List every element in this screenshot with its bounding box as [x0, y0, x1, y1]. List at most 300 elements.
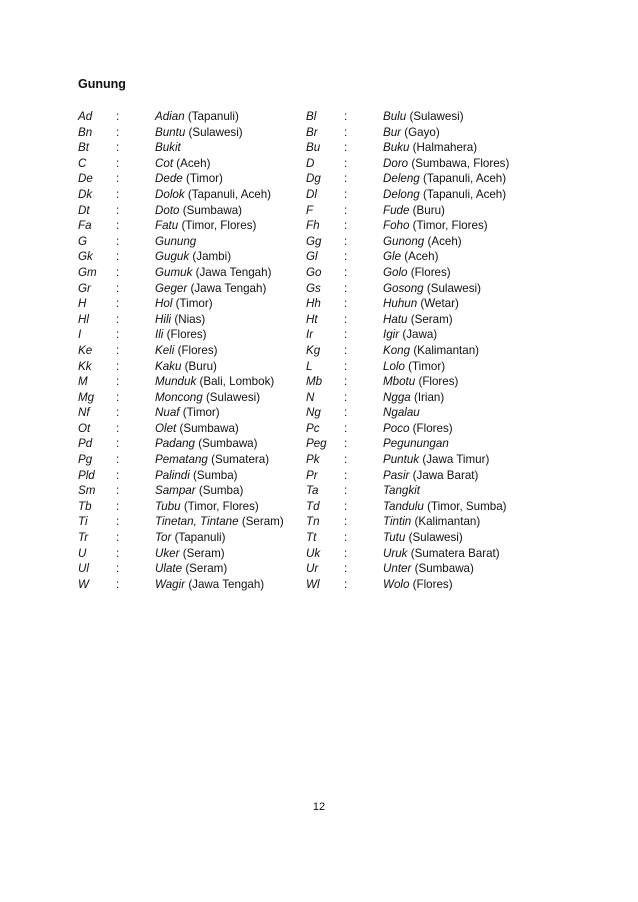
region: (Tapanuli, Aceh)	[422, 172, 507, 186]
separator: :	[116, 468, 120, 482]
definition	[155, 405, 220, 421]
region: (Seram)	[241, 515, 284, 529]
abbreviation: Gm	[78, 265, 97, 279]
separator: :	[344, 468, 348, 482]
glossary-row	[78, 421, 318, 437]
glossary-row	[306, 327, 546, 343]
definition	[383, 218, 488, 234]
abbreviation: Peg	[306, 437, 327, 451]
abbreviation: Ur	[306, 562, 319, 576]
region: (Irian)	[413, 390, 445, 404]
abbreviation: Dg	[306, 172, 321, 186]
region: (Aceh)	[427, 234, 462, 248]
separator: :	[344, 187, 348, 201]
glossary-row	[306, 390, 546, 406]
abbreviation: Pld	[78, 468, 95, 482]
glossary-row	[78, 265, 318, 281]
definition	[383, 187, 506, 203]
separator: :	[116, 312, 120, 326]
term: Mbotu	[383, 375, 416, 389]
separator: :	[116, 484, 120, 498]
separator: :	[344, 297, 348, 311]
term: Hili	[155, 312, 172, 326]
term: Lolo	[383, 359, 405, 373]
region: (Jawa Tengah)	[195, 265, 272, 279]
term: Palindi	[155, 468, 190, 482]
term: Buku	[383, 141, 410, 155]
glossary-row	[306, 452, 546, 468]
abbreviation: Mb	[306, 375, 323, 389]
definition	[383, 327, 437, 343]
separator: :	[116, 141, 120, 155]
separator: :	[344, 453, 348, 467]
glossary-row	[78, 359, 318, 375]
abbreviation: De	[78, 172, 93, 186]
region: (Buru)	[184, 359, 217, 373]
definition	[155, 499, 259, 515]
definition	[155, 436, 258, 452]
separator: :	[116, 156, 120, 170]
glossary-row	[78, 109, 318, 125]
glossary-row	[306, 343, 546, 359]
abbreviation: Tt	[306, 531, 317, 545]
definition	[383, 140, 477, 156]
abbreviation: Tr	[78, 531, 89, 545]
abbreviation: Ng	[306, 406, 321, 420]
definition	[155, 327, 207, 343]
separator: :	[116, 265, 120, 279]
term: Tinetan, Tintane	[155, 515, 239, 529]
glossary-row	[306, 359, 546, 375]
abbreviation: Pg	[78, 453, 93, 467]
separator: :	[344, 375, 348, 389]
abbreviation: Ke	[78, 343, 93, 357]
definition	[383, 436, 449, 452]
region: (Flores)	[177, 343, 218, 357]
term: Guguk	[155, 250, 190, 264]
region: (Flores)	[418, 375, 459, 389]
abbreviation: N	[306, 390, 315, 404]
abbreviation: Dl	[306, 187, 317, 201]
definition	[155, 109, 239, 125]
glossary-row	[78, 499, 318, 515]
term: Kong	[383, 343, 411, 357]
term: Gunung	[155, 234, 197, 248]
definition	[383, 109, 464, 125]
abbreviation: Dk	[78, 187, 93, 201]
separator: :	[116, 531, 120, 545]
region: (Tapanuli)	[174, 531, 226, 545]
abbreviation: Pk	[306, 453, 320, 467]
abbreviation: Ad	[78, 110, 93, 123]
term: Ngga	[383, 390, 411, 404]
abbreviation: Go	[306, 265, 322, 279]
abbreviation: Gl	[306, 250, 318, 264]
region: (Sumba)	[198, 484, 244, 498]
region: (Flores)	[166, 328, 207, 342]
term: Fude	[383, 203, 410, 217]
abbreviation: Ot	[78, 421, 91, 435]
glossary-row	[306, 249, 546, 265]
definition	[155, 546, 225, 562]
separator: :	[116, 546, 120, 560]
separator: :	[116, 328, 120, 342]
term: Keli	[155, 343, 175, 357]
separator: :	[116, 250, 120, 264]
glossary-row	[306, 436, 546, 452]
abbreviation: Hl	[78, 312, 89, 326]
glossary-row	[78, 577, 318, 593]
abbreviation: W	[78, 577, 89, 591]
term: Nuaf	[155, 406, 180, 420]
definition	[155, 577, 264, 593]
region: (Sumbawa, Flores)	[411, 156, 510, 170]
glossary-row	[306, 156, 546, 172]
abbreviation: Tb	[78, 499, 92, 513]
definition	[383, 561, 474, 577]
abbreviation: D	[306, 156, 315, 170]
abbreviation: Ir	[306, 328, 314, 342]
region: (Sulawesi)	[426, 281, 481, 295]
definition	[383, 312, 453, 328]
term: Tor	[155, 531, 172, 545]
term: Geger	[155, 281, 188, 295]
definition	[155, 265, 271, 281]
separator: :	[344, 172, 348, 186]
glossary-row	[78, 218, 318, 234]
term: Uruk	[383, 546, 408, 560]
term: Foho	[383, 219, 410, 233]
glossary-row	[306, 109, 546, 125]
glossary-row	[78, 234, 318, 250]
separator: :	[116, 421, 120, 435]
definition	[155, 218, 256, 234]
region: (Timor, Flores)	[412, 219, 488, 233]
glossary-row	[78, 343, 321, 359]
abbreviation: Nf	[78, 406, 90, 420]
abbreviation: Ul	[78, 562, 89, 576]
term: Deleng	[383, 172, 420, 186]
region: (Jambi)	[192, 250, 232, 264]
abbreviation: I	[78, 328, 82, 342]
separator: :	[116, 406, 120, 420]
region: (Seram)	[410, 312, 453, 326]
glossary-row	[306, 265, 546, 281]
separator: :	[116, 577, 120, 591]
section-heading: Gunung	[78, 77, 126, 91]
definition	[155, 483, 243, 499]
definition	[155, 390, 260, 406]
region: (Kalimantan)	[414, 515, 481, 529]
abbreviation: Tn	[306, 515, 320, 529]
separator: :	[116, 125, 120, 139]
separator: :	[344, 141, 348, 155]
term: Padang	[155, 437, 195, 451]
abbreviation: M	[78, 375, 88, 389]
term: Bukit	[155, 141, 181, 155]
abbreviation: Pd	[78, 437, 93, 451]
abbreviation: H	[78, 297, 87, 311]
term: Tintin	[383, 515, 412, 529]
separator: :	[344, 484, 348, 498]
abbreviation: Gr	[78, 281, 91, 295]
separator: :	[344, 406, 348, 420]
term: Huhun	[383, 297, 418, 311]
region: (Tapanuli)	[187, 110, 239, 123]
definition	[155, 203, 242, 219]
term: Gle	[383, 250, 402, 264]
term: Moncong	[155, 390, 203, 404]
definition	[383, 359, 445, 375]
abbreviation: Bu	[306, 141, 321, 155]
glossary-row	[78, 187, 318, 203]
definition	[155, 468, 238, 484]
glossary-row	[78, 483, 318, 499]
separator: :	[116, 437, 120, 451]
glossary-row	[78, 296, 318, 312]
definition	[383, 405, 420, 421]
glossary-row	[306, 171, 546, 187]
glossary-row	[78, 514, 318, 530]
abbreviation: Wl	[306, 577, 320, 591]
abbreviation: U	[78, 546, 87, 560]
definition	[155, 187, 271, 203]
glossary-row	[306, 561, 546, 577]
term: Gumuk	[155, 265, 193, 279]
glossary-row	[78, 203, 318, 219]
region: (Halmahera)	[412, 141, 478, 155]
term: Tubu	[155, 499, 181, 513]
region: (Sumatera Barat)	[410, 546, 500, 560]
definition	[383, 530, 463, 546]
region: (Timor)	[175, 297, 213, 311]
abbreviation: Kk	[78, 359, 92, 373]
separator: :	[344, 281, 348, 295]
glossary-row	[306, 374, 546, 390]
separator: :	[116, 390, 120, 404]
separator: :	[116, 499, 120, 513]
definition	[383, 577, 453, 593]
separator: :	[344, 390, 348, 404]
abbreviation: Fh	[306, 219, 320, 233]
glossary-row	[78, 530, 318, 546]
abbreviation: Gs	[306, 281, 321, 295]
definition	[155, 281, 266, 297]
definition	[155, 421, 239, 437]
abbreviation: L	[306, 359, 313, 373]
definition	[383, 374, 458, 390]
region: (Seram)	[182, 546, 225, 560]
definition	[383, 421, 453, 437]
region: (Jawa Tengah)	[188, 577, 265, 591]
abbreviation: Pr	[306, 468, 318, 482]
definition	[383, 499, 507, 515]
glossary-column-right	[306, 109, 546, 592]
term: Doto	[155, 203, 180, 217]
definition	[383, 203, 445, 219]
abbreviation: G	[78, 234, 88, 248]
abbreviation: F	[306, 203, 314, 217]
term: Dolok	[155, 187, 185, 201]
glossary-column-left	[78, 109, 321, 592]
term: Ngalau	[383, 406, 420, 420]
separator: :	[116, 219, 120, 233]
abbreviation: Fa	[78, 219, 92, 233]
abbreviation: Bl	[306, 110, 317, 123]
definition	[155, 530, 225, 546]
abbreviation: Kg	[306, 343, 321, 357]
separator: :	[344, 328, 348, 342]
abbreviation: Ht	[306, 312, 318, 326]
glossary-row	[306, 405, 546, 421]
definition	[155, 249, 231, 265]
separator: :	[344, 125, 348, 139]
definition	[383, 234, 462, 250]
page-number: 12	[312, 801, 326, 813]
glossary-row	[306, 546, 546, 562]
separator: :	[344, 499, 348, 513]
abbreviation: Gk	[78, 250, 93, 264]
region: (Flores)	[410, 265, 451, 279]
abbreviation: Hh	[306, 297, 321, 311]
region: (Timor, Sumba)	[427, 499, 507, 513]
term: Adian	[155, 110, 185, 123]
separator: :	[344, 265, 348, 279]
definition	[383, 452, 489, 468]
separator: :	[116, 359, 120, 373]
region: (Jawa)	[402, 328, 438, 342]
separator: :	[116, 375, 120, 389]
definition	[383, 171, 506, 187]
term: Dede	[155, 172, 183, 186]
region: (Sulawesi)	[205, 390, 261, 404]
term: Gunong	[383, 234, 425, 248]
term: Igir	[383, 328, 400, 342]
separator: :	[344, 421, 348, 435]
definition	[155, 312, 205, 328]
region: (Jawa Tengah)	[190, 281, 267, 295]
term: Uker	[155, 546, 180, 560]
definition	[383, 296, 459, 312]
glossary-row	[306, 296, 546, 312]
term: Buntu	[155, 125, 186, 139]
glossary-row	[306, 483, 546, 499]
region: (Bali, Lombok)	[199, 375, 275, 389]
glossary-row	[306, 421, 546, 437]
glossary-row	[78, 374, 318, 390]
definition	[383, 281, 481, 297]
separator: :	[116, 172, 120, 186]
definition	[155, 343, 218, 359]
term: Ulate	[155, 562, 183, 576]
separator: :	[344, 531, 348, 545]
glossary-row	[306, 203, 546, 219]
separator: :	[344, 219, 348, 233]
glossary-row	[78, 405, 318, 421]
definition	[383, 483, 420, 499]
definition	[155, 296, 213, 312]
separator: :	[116, 562, 120, 576]
term: Munduk	[155, 375, 197, 389]
glossary-row	[306, 234, 546, 250]
separator: :	[116, 453, 120, 467]
definition	[383, 546, 500, 562]
term: Tangkit	[383, 484, 420, 498]
region: (Nias)	[174, 312, 206, 326]
abbreviation: C	[78, 156, 87, 170]
region: (Sumba)	[193, 468, 238, 482]
region: (Sulawesi)	[188, 125, 243, 139]
glossary-row	[306, 140, 546, 156]
definition	[155, 561, 227, 577]
region: (Sulawesi)	[409, 110, 464, 123]
term: Doro	[383, 156, 409, 170]
definition	[155, 374, 274, 390]
region: (Aceh)	[404, 250, 439, 264]
region: (Timor, Flores)	[183, 499, 259, 513]
term: Poco	[383, 421, 410, 435]
glossary-row	[306, 281, 546, 297]
definition	[383, 156, 509, 172]
separator: :	[344, 343, 348, 357]
separator: :	[344, 110, 348, 123]
abbreviation: Ti	[78, 515, 88, 529]
glossary-row	[78, 312, 318, 328]
region: (Flores)	[412, 421, 453, 435]
abbreviation: Br	[306, 125, 318, 139]
glossary-row	[78, 249, 318, 265]
region: (Sumbawa)	[198, 437, 258, 451]
glossary-row	[306, 312, 546, 328]
abbreviation: Pc	[306, 421, 320, 435]
region: (Tapanuli, Aceh)	[422, 187, 507, 201]
region: (Kalimantan)	[413, 343, 480, 357]
term: Tandulu	[383, 499, 424, 513]
separator: :	[116, 297, 120, 311]
term: Hatu	[383, 312, 408, 326]
abbreviation: Sm	[78, 484, 96, 498]
separator: :	[344, 250, 348, 264]
region: (Sulawesi)	[408, 531, 463, 545]
abbreviation: Gg	[306, 234, 322, 248]
term: Pasir	[383, 468, 410, 482]
definition	[383, 343, 479, 359]
separator: :	[116, 110, 120, 123]
separator: :	[344, 312, 348, 326]
separator: :	[344, 577, 348, 591]
definition	[155, 234, 196, 250]
term: Golo	[383, 265, 408, 279]
definition	[155, 514, 284, 530]
definition	[383, 265, 451, 281]
definition	[155, 452, 269, 468]
region: (Jawa Timur)	[422, 453, 490, 467]
separator: :	[344, 437, 348, 451]
separator: :	[116, 187, 120, 201]
separator: :	[344, 234, 348, 248]
term: Bur	[383, 125, 402, 139]
glossary-row	[78, 327, 318, 343]
term: Wagir	[155, 577, 186, 591]
definition	[155, 156, 210, 172]
region: (Jawa Barat)	[412, 468, 479, 482]
glossary-row	[306, 187, 546, 203]
region: (Sumbawa)	[182, 203, 243, 217]
abbreviation: Mg	[78, 390, 95, 404]
term: Kaku	[155, 359, 182, 373]
region: (Sumatera)	[211, 453, 270, 467]
definition	[155, 140, 181, 156]
